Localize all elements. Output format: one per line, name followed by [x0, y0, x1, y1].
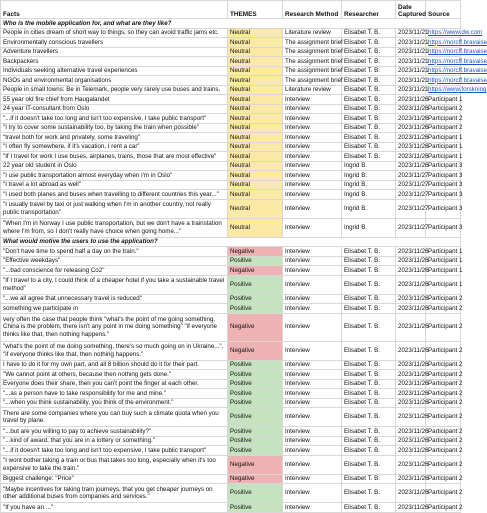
- source-cell[interactable]: Participant 2: [426, 360, 461, 370]
- researcher-cell[interactable]: Elisabet T. B.: [342, 389, 396, 399]
- table-row: [1, 256, 461, 266]
- fact-cell[interactable]: "...bad conscience for releasing Co2": [1, 266, 228, 276]
- theme-cell[interactable]: Positive: [228, 503, 283, 513]
- researcher-cell[interactable]: Ingrid B.: [342, 199, 396, 218]
- table-row: [1, 171, 461, 181]
- theme-cell[interactable]: Negative: [228, 474, 283, 484]
- date-captured-cell[interactable]: 2023/11/26: [396, 436, 426, 446]
- table-row: [1, 294, 461, 304]
- theme-cell[interactable]: Positive: [228, 275, 283, 294]
- theme-cell[interactable]: Neutral: [228, 85, 283, 95]
- fact-cell[interactable]: "...if it doesn't take too long and isn't too expensive, I take public transport": [1, 446, 228, 456]
- date-captured-cell[interactable]: 2023/11/26: [396, 266, 426, 276]
- theme-cell[interactable]: Neutral: [228, 38, 283, 48]
- theme-cell[interactable]: Positive: [228, 427, 283, 437]
- source-cell[interactable]: Participant 2: [426, 313, 461, 341]
- table-row: [1, 76, 461, 86]
- research-method-cell[interactable]: Interview: [283, 171, 342, 181]
- fact-cell[interactable]: Environmentally conscious travellers: [1, 38, 228, 48]
- section-title[interactable]: Who is the mobile application for, and what are they like?: [1, 19, 461, 29]
- date-captured-cell[interactable]: 2023/11/26: [396, 379, 426, 389]
- table-row: [1, 474, 461, 484]
- table-row: [1, 38, 461, 48]
- fact-cell[interactable]: 22 year old student in Oslo: [1, 161, 228, 171]
- fact-cell[interactable]: NGOs and environmental organisations: [1, 76, 228, 86]
- source-cell[interactable]: Participant 2: [426, 114, 461, 124]
- date-captured-cell[interactable]: 2023/11/26: [396, 398, 426, 408]
- researcher-cell[interactable]: Elisabet T. B.: [342, 38, 396, 48]
- fact-cell[interactable]: 55 year old fire chief from Haugalandet: [1, 95, 228, 105]
- table-row: [1, 114, 461, 124]
- date-captured-cell[interactable]: 2023/11/27: [396, 218, 426, 237]
- table-row: [1, 218, 461, 237]
- research-method-cell[interactable]: Interview: [283, 190, 342, 200]
- date-captured-cell[interactable]: 2023/11/26: [396, 294, 426, 304]
- researcher-cell[interactable]: Elisabet T. B.: [342, 455, 396, 474]
- researcher-cell[interactable]: Elisabet T. B.: [342, 66, 396, 76]
- source-cell[interactable]: Participant 2: [426, 389, 461, 399]
- date-captured-cell[interactable]: 2023/11/26: [396, 247, 426, 257]
- source-cell[interactable]: https://www.dw.com: [426, 28, 461, 38]
- theme-cell[interactable]: Positive: [228, 379, 283, 389]
- fact-cell[interactable]: "I used both planes and buses when travelling to different countries this year...": [1, 190, 228, 200]
- research-method-cell[interactable]: Interview: [283, 379, 342, 389]
- researcher-cell[interactable]: Elisabet T. B.: [342, 484, 396, 503]
- research-method-cell[interactable]: Interview: [283, 370, 342, 380]
- date-captured-cell[interactable]: 2023/11/27: [396, 171, 426, 181]
- table-row: [1, 304, 461, 314]
- date-captured-cell[interactable]: 2023/11/26: [396, 313, 426, 341]
- date-captured-cell[interactable]: 2023/11/21: [396, 38, 426, 48]
- date-captured-cell[interactable]: 2023/11/26: [396, 304, 426, 314]
- fact-cell[interactable]: 24 year IT-consultant from Oslo: [1, 104, 228, 114]
- research-method-cell[interactable]: Interview: [283, 161, 342, 171]
- source-cell[interactable]: Participant 2: [426, 503, 461, 513]
- theme-cell[interactable]: Neutral: [228, 199, 283, 218]
- researcher-cell[interactable]: Elisabet T. B.: [342, 85, 396, 95]
- date-captured-cell[interactable]: 2023/11/27: [396, 190, 426, 200]
- source-cell[interactable]: Participant 1: [426, 266, 461, 276]
- section-header-row: [1, 237, 461, 247]
- table-row: [1, 455, 461, 474]
- research-method-cell[interactable]: Interview: [283, 313, 342, 341]
- theme-cell[interactable]: Negative: [228, 341, 283, 360]
- fact-cell[interactable]: Everyone does their share, then you can't point the finger at each other.: [1, 379, 228, 389]
- date-captured-cell[interactable]: 2023/11/26: [396, 341, 426, 360]
- researcher-cell[interactable]: Elisabet T. B.: [342, 114, 396, 124]
- fact-cell[interactable]: "...as a person have to take responsibility for me and mine.": [1, 389, 228, 399]
- table-row: [1, 47, 461, 57]
- source-cell[interactable]: Participant 2: [426, 294, 461, 304]
- researcher-cell[interactable]: Elisabet T. B.: [342, 57, 396, 67]
- source-cell[interactable]: Participant 2: [426, 436, 461, 446]
- theme-cell[interactable]: Positive: [228, 304, 283, 314]
- date-captured-cell[interactable]: 2023/11/26: [396, 408, 426, 427]
- date-captured-cell[interactable]: 2023/11/26: [396, 484, 426, 503]
- table-row: [1, 123, 461, 133]
- researcher-cell[interactable]: Elisabet T. B.: [342, 123, 396, 133]
- research-method-cell[interactable]: Interview: [283, 152, 342, 162]
- researcher-cell[interactable]: Elisabet T. B.: [342, 76, 396, 86]
- table-row: [1, 266, 461, 276]
- source-cell[interactable]: Participant 2: [426, 455, 461, 474]
- date-captured-cell[interactable]: 2023/11/26: [396, 95, 426, 105]
- date-captured-cell[interactable]: 2023/11/26: [396, 370, 426, 380]
- fact-cell[interactable]: "...but are you willing to pay to achieve sustainability?": [1, 427, 228, 437]
- researcher-cell[interactable]: Elisabet T. B.: [342, 142, 396, 152]
- researcher-cell[interactable]: Elisabet T. B.: [342, 398, 396, 408]
- theme-cell[interactable]: Neutral: [228, 152, 283, 162]
- source-cell[interactable]: Participant 2: [426, 123, 461, 133]
- date-captured-cell[interactable]: 2023/11/26: [396, 474, 426, 484]
- source-cell[interactable]: Participant 1: [426, 142, 461, 152]
- research-method-cell[interactable]: Interview: [283, 408, 342, 427]
- research-method-cell[interactable]: Interview: [283, 360, 342, 370]
- research-method-cell[interactable]: The assignment brief: [283, 66, 342, 76]
- research-method-cell[interactable]: Interview: [283, 446, 342, 456]
- fact-cell[interactable]: "...if it doesn't take too long and isn't too expensive, I take public transport": [1, 114, 228, 124]
- table-row: [1, 446, 461, 456]
- source-cell[interactable]: Participant 3: [426, 161, 461, 171]
- theme-cell[interactable]: Positive: [228, 294, 283, 304]
- research-method-cell[interactable]: Interview: [283, 436, 342, 446]
- theme-cell[interactable]: Neutral: [228, 171, 283, 181]
- fact-cell[interactable]: I have to do it for my own part, and all 8 billion should do it for their part.: [1, 360, 228, 370]
- table-row: [1, 341, 461, 360]
- source-cell[interactable]: Participant 2: [426, 427, 461, 437]
- fact-cell[interactable]: "If you have an ...": [1, 503, 228, 513]
- fact-cell[interactable]: There are some companies where you can buy such a climate quota when you travel by plane.: [1, 408, 228, 427]
- research-method-cell[interactable]: Interview: [283, 294, 342, 304]
- theme-cell[interactable]: Neutral: [228, 180, 283, 190]
- research-method-cell[interactable]: Interview: [283, 247, 342, 257]
- researcher-cell[interactable]: Elisabet T. B.: [342, 133, 396, 143]
- source-cell[interactable]: Participant 2: [426, 398, 461, 408]
- table-row: [1, 180, 461, 190]
- fact-cell[interactable]: "If I travel to a city, I could think of a cheaper hotel if you take a sustainable travel method": [1, 275, 228, 294]
- theme-cell[interactable]: Positive: [228, 398, 283, 408]
- research-method-cell[interactable]: Interview: [283, 114, 342, 124]
- research-method-cell[interactable]: The assignment brief: [283, 57, 342, 67]
- theme-cell[interactable]: Neutral: [228, 28, 283, 38]
- date-captured-cell[interactable]: 2023/11/26: [396, 256, 426, 266]
- research-method-cell[interactable]: Interview: [283, 398, 342, 408]
- theme-cell[interactable]: Positive: [228, 408, 283, 427]
- theme-cell[interactable]: Negative: [228, 313, 283, 341]
- theme-cell[interactable]: Positive: [228, 360, 283, 370]
- researcher-cell[interactable]: Elisabet T. B.: [342, 152, 396, 162]
- table-row: [1, 313, 461, 341]
- source-cell[interactable]: https://norcff.bravaise: [426, 66, 461, 76]
- source-cell[interactable]: Participant 1: [426, 133, 461, 143]
- fact-cell[interactable]: "what's the point of me doing something, there's so much going on in Ukraine...", "if everyone thinks like that, then nothing happens.": [1, 341, 228, 360]
- theme-cell[interactable]: Positive: [228, 436, 283, 446]
- research-method-cell[interactable]: The assignment brief: [283, 76, 342, 86]
- source-cell[interactable]: Participant 3: [426, 190, 461, 200]
- table-row: [1, 161, 461, 171]
- source-cell[interactable]: Participant 3: [426, 171, 461, 181]
- table-row: [1, 436, 461, 446]
- table-row: [1, 28, 461, 38]
- date-captured-cell[interactable]: 2023/11/26: [396, 104, 426, 114]
- table-row: [1, 152, 461, 162]
- theme-cell[interactable]: Neutral: [228, 161, 283, 171]
- fact-cell[interactable]: "I use public transportation almost everyday when I'm in Oslo": [1, 171, 228, 181]
- table-row: [1, 133, 461, 143]
- research-method-cell[interactable]: Literature review: [283, 85, 342, 95]
- header-researcher[interactable]: Researcher: [342, 1, 396, 19]
- research-method-cell[interactable]: Interview: [283, 104, 342, 114]
- research-method-cell[interactable]: Interview: [283, 503, 342, 513]
- fact-cell[interactable]: "We cannot point at others, because then nothing gets done.": [1, 370, 228, 380]
- table-row: [1, 190, 461, 200]
- theme-cell[interactable]: Positive: [228, 370, 283, 380]
- header-date-captured[interactable]: Date Captured: [396, 1, 426, 19]
- research-method-cell[interactable]: Literature review: [283, 28, 342, 38]
- table-row: [1, 408, 461, 427]
- theme-cell[interactable]: Neutral: [228, 47, 283, 57]
- table-row: [1, 360, 461, 370]
- fact-cell[interactable]: "I try to cover some sustainability too, by taking the train when possible": [1, 123, 228, 133]
- research-method-cell[interactable]: Interview: [283, 275, 342, 294]
- theme-cell[interactable]: Negative: [228, 455, 283, 474]
- theme-cell[interactable]: Neutral: [228, 66, 283, 76]
- source-cell[interactable]: Participant 1: [426, 247, 461, 257]
- table-body: [1, 19, 487, 513]
- theme-cell[interactable]: Positive: [228, 446, 283, 456]
- researcher-cell[interactable]: Ingrid B.: [342, 161, 396, 171]
- source-cell[interactable]: Participant 1: [426, 275, 461, 294]
- date-captured-cell[interactable]: 2023/11/26: [396, 389, 426, 399]
- theme-cell[interactable]: Neutral: [228, 104, 283, 114]
- researcher-cell[interactable]: Elisabet T. B.: [342, 266, 396, 276]
- researcher-cell[interactable]: Elisabet T. B.: [342, 28, 396, 38]
- research-method-cell[interactable]: Interview: [283, 123, 342, 133]
- date-captured-cell[interactable]: 2023/11/27: [396, 180, 426, 190]
- fact-cell[interactable]: something we participate in: [1, 304, 228, 314]
- researcher-cell[interactable]: Elisabet T. B.: [342, 379, 396, 389]
- date-captured-cell[interactable]: 2023/11/21: [396, 28, 426, 38]
- section-title[interactable]: What would motive the users to use the application?: [1, 237, 461, 247]
- table-row: [1, 85, 461, 95]
- date-captured-cell[interactable]: 2023/11/26: [396, 455, 426, 474]
- research-method-cell[interactable]: Interview: [283, 142, 342, 152]
- date-captured-cell[interactable]: 2023/11/26: [396, 114, 426, 124]
- date-captured-cell[interactable]: 2023/11/21: [396, 85, 426, 95]
- fact-cell[interactable]: "...we all agree that unnecessary travel is reduced": [1, 294, 228, 304]
- theme-cell[interactable]: Neutral: [228, 95, 283, 105]
- table-row: [1, 247, 461, 257]
- table-row: [1, 427, 461, 437]
- theme-cell[interactable]: Negative: [228, 247, 283, 257]
- date-captured-cell[interactable]: 2023/11/27: [396, 199, 426, 218]
- header-research-method[interactable]: Research Method: [283, 1, 342, 19]
- fact-cell[interactable]: Adventure travellers: [1, 47, 228, 57]
- source-cell[interactable]: Participant 1: [426, 256, 461, 266]
- theme-cell[interactable]: Neutral: [228, 190, 283, 200]
- source-cell[interactable]: Participant 2: [426, 370, 461, 380]
- fact-cell[interactable]: "Effective weekdays": [1, 256, 228, 266]
- date-captured-cell[interactable]: 2023/11/26: [396, 142, 426, 152]
- source-cell[interactable]: https://norcff.bravaise: [426, 76, 461, 86]
- theme-cell[interactable]: Neutral: [228, 76, 283, 86]
- theme-cell[interactable]: Positive: [228, 256, 283, 266]
- researcher-cell[interactable]: Elisabet T. B.: [342, 446, 396, 456]
- date-captured-cell[interactable]: 2023/11/26: [396, 152, 426, 162]
- researcher-cell[interactable]: Elisabet T. B.: [342, 304, 396, 314]
- date-captured-cell[interactable]: 2023/11/21: [396, 66, 426, 76]
- research-method-cell[interactable]: The assignment brief: [283, 38, 342, 48]
- date-captured-cell[interactable]: 2023/11/21: [396, 76, 426, 86]
- source-cell[interactable]: Participant 2: [426, 104, 461, 114]
- date-captured-cell[interactable]: 2023/11/26: [396, 446, 426, 456]
- source-cell[interactable]: Participant 2: [426, 474, 461, 484]
- researcher-cell[interactable]: Elisabet T. B.: [342, 436, 396, 446]
- fact-cell[interactable]: Biggest challenge: "Price": [1, 474, 228, 484]
- date-captured-cell[interactable]: 2023/11/26: [396, 161, 426, 171]
- fact-cell[interactable]: Individuals seeking alternative travel experiences: [1, 66, 228, 76]
- researcher-cell[interactable]: Elisabet T. B.: [342, 95, 396, 105]
- fact-cell[interactable]: "Don't have time to spend half a day on the train.": [1, 247, 228, 257]
- date-captured-cell[interactable]: 2023/11/21: [396, 47, 426, 57]
- theme-cell[interactable]: Neutral: [228, 114, 283, 124]
- source-cell[interactable]: Participant 2: [426, 446, 461, 456]
- table-row: [1, 389, 461, 399]
- header-row: [1, 1, 461, 19]
- researcher-cell[interactable]: Ingrid B.: [342, 171, 396, 181]
- table-row: [1, 57, 461, 67]
- theme-cell[interactable]: Negative: [228, 266, 283, 276]
- table-row: [1, 398, 461, 408]
- fact-cell[interactable]: "I travel a lot abroad as well": [1, 180, 228, 190]
- researcher-cell[interactable]: Elisabet T. B.: [342, 360, 396, 370]
- researcher-cell[interactable]: Ingrid B.: [342, 218, 396, 237]
- fact-cell[interactable]: People in cities dream of short way to things, so they can avoid traffic jams etc.: [1, 28, 228, 38]
- source-cell[interactable]: https://norcff.bravaise: [426, 47, 461, 57]
- researcher-cell[interactable]: Elisabet T. B.: [342, 503, 396, 513]
- table-row: [1, 66, 461, 76]
- research-method-cell[interactable]: Interview: [283, 180, 342, 190]
- theme-cell[interactable]: Positive: [228, 389, 283, 399]
- researcher-cell[interactable]: Elisabet T. B.: [342, 47, 396, 57]
- table-row: [1, 379, 461, 389]
- fact-cell[interactable]: very often the case that people think "what's the point of me going something. China is the problem, there isn't any point in me doing something" "if everyone thinks like that, then nothing happens.": [1, 313, 228, 341]
- research-method-cell[interactable]: Interview: [283, 133, 342, 143]
- table-row: [1, 199, 461, 218]
- table-row: [1, 275, 461, 294]
- source-cell[interactable]: https://www.forskning: [426, 85, 461, 95]
- researcher-cell[interactable]: Elisabet T. B.: [342, 370, 396, 380]
- theme-cell[interactable]: Positive: [228, 484, 283, 503]
- section-header-row: [1, 19, 461, 29]
- source-cell[interactable]: Participant 3: [426, 180, 461, 190]
- date-captured-cell[interactable]: 2023/11/26: [396, 275, 426, 294]
- header-facts[interactable]: Facts: [1, 1, 228, 19]
- researcher-cell[interactable]: Elisabet T. B.: [342, 427, 396, 437]
- fact-cell[interactable]: People in small towns: Be in Telemark, people very rarely use buses and trains.: [1, 85, 228, 95]
- fact-cell[interactable]: "...when you think sustainability, you think of the environment.": [1, 398, 228, 408]
- fact-cell[interactable]: "If I travel for work I use buses, airplanes, trains, those that are most effective": [1, 152, 228, 162]
- source-cell[interactable]: https://norcff.bravaise: [426, 38, 461, 48]
- theme-cell[interactable]: Neutral: [228, 218, 283, 237]
- researcher-cell[interactable]: Elisabet T. B.: [342, 294, 396, 304]
- date-captured-cell[interactable]: 2023/11/26: [396, 427, 426, 437]
- table-row: [1, 142, 461, 152]
- source-cell[interactable]: Participant 1: [426, 95, 461, 105]
- researcher-cell[interactable]: Elisabet T. B.: [342, 104, 396, 114]
- source-cell[interactable]: Participant 3: [426, 218, 461, 237]
- research-method-cell[interactable]: Interview: [283, 256, 342, 266]
- theme-cell[interactable]: Neutral: [228, 123, 283, 133]
- fact-cell[interactable]: "I usually travel by taxi or just walking when I'm in another country, not really public transportation": [1, 199, 228, 218]
- date-captured-cell[interactable]: 2023/11/26: [396, 133, 426, 143]
- theme-cell[interactable]: Neutral: [228, 142, 283, 152]
- researcher-cell[interactable]: Ingrid B.: [342, 190, 396, 200]
- researcher-cell[interactable]: Elisabet T. B.: [342, 408, 396, 427]
- source-cell[interactable]: Participant 2: [426, 408, 461, 427]
- source-cell[interactable]: https://norcff.bravaise: [426, 57, 461, 67]
- researcher-cell[interactable]: Elisabet T. B.: [342, 256, 396, 266]
- research-method-cell[interactable]: Interview: [283, 95, 342, 105]
- table-row: [1, 503, 461, 513]
- theme-cell[interactable]: Neutral: [228, 133, 283, 143]
- research-method-cell[interactable]: Interview: [283, 304, 342, 314]
- research-method-cell[interactable]: Interview: [283, 341, 342, 360]
- research-method-cell[interactable]: Interview: [283, 474, 342, 484]
- table-row: [1, 104, 461, 114]
- fact-cell[interactable]: "...kind of award, that you are in a lottery or something.": [1, 436, 228, 446]
- researcher-cell[interactable]: Elisabet T. B.: [342, 341, 396, 360]
- source-cell[interactable]: Participant 2: [426, 341, 461, 360]
- table-row: [1, 95, 461, 105]
- table-row: [1, 370, 461, 380]
- research-method-cell[interactable]: Interview: [283, 484, 342, 503]
- date-captured-cell[interactable]: 2023/11/26: [396, 123, 426, 133]
- research-method-cell[interactable]: Interview: [283, 266, 342, 276]
- research-method-cell[interactable]: Interview: [283, 389, 342, 399]
- fact-cell[interactable]: "When I'm in Norway I use public transportation, but we don't have a trainstation where I'm from, so I don't really have choice when going home...": [1, 218, 228, 237]
- research-method-cell[interactable]: Interview: [283, 218, 342, 237]
- source-cell[interactable]: Participant 2: [426, 484, 461, 503]
- fact-cell[interactable]: Backpackers: [1, 57, 228, 67]
- fact-cell[interactable]: "Maybe incentives for taking train journeys, that you get cheaper journeys on other additional buses from companies and services.": [1, 484, 228, 503]
- date-captured-cell[interactable]: 2023/11/21: [396, 57, 426, 67]
- fact-cell[interactable]: "travel both for work and privately, some traveling": [1, 133, 228, 143]
- theme-cell[interactable]: Neutral: [228, 57, 283, 67]
- research-method-cell[interactable]: Interview: [283, 427, 342, 437]
- research-method-cell[interactable]: Interview: [283, 455, 342, 474]
- researcher-cell[interactable]: Elisabet T. B.: [342, 313, 396, 341]
- header-themes[interactable]: THEMES: [228, 1, 283, 19]
- researcher-cell[interactable]: Ingrid B.: [342, 180, 396, 190]
- header-source[interactable]: Source: [426, 1, 461, 19]
- research-method-cell[interactable]: Interview: [283, 199, 342, 218]
- date-captured-cell[interactable]: 2023/11/26: [396, 360, 426, 370]
- researcher-cell[interactable]: Elisabet T. B.: [342, 275, 396, 294]
- table-row: [1, 484, 461, 503]
- fact-cell[interactable]: "I wont bother taking a train or bus that takes too long, especially when it's too expensive to take the train.": [1, 455, 228, 474]
- source-cell[interactable]: Participant 1: [426, 152, 461, 162]
- researcher-cell[interactable]: Elisabet T. B.: [342, 474, 396, 484]
- fact-cell[interactable]: "I often fly somewhere, if it's vacation, I rent a car": [1, 142, 228, 152]
- research-method-cell[interactable]: The assignment brief: [283, 47, 342, 57]
- source-cell[interactable]: Participant 3: [426, 199, 461, 218]
- date-captured-cell[interactable]: 2023/11/26: [396, 503, 426, 513]
- researcher-cell[interactable]: Elisabet T. B.: [342, 247, 396, 257]
- source-cell[interactable]: Participant 2: [426, 379, 461, 389]
- source-cell[interactable]: Participant 2: [426, 304, 461, 314]
